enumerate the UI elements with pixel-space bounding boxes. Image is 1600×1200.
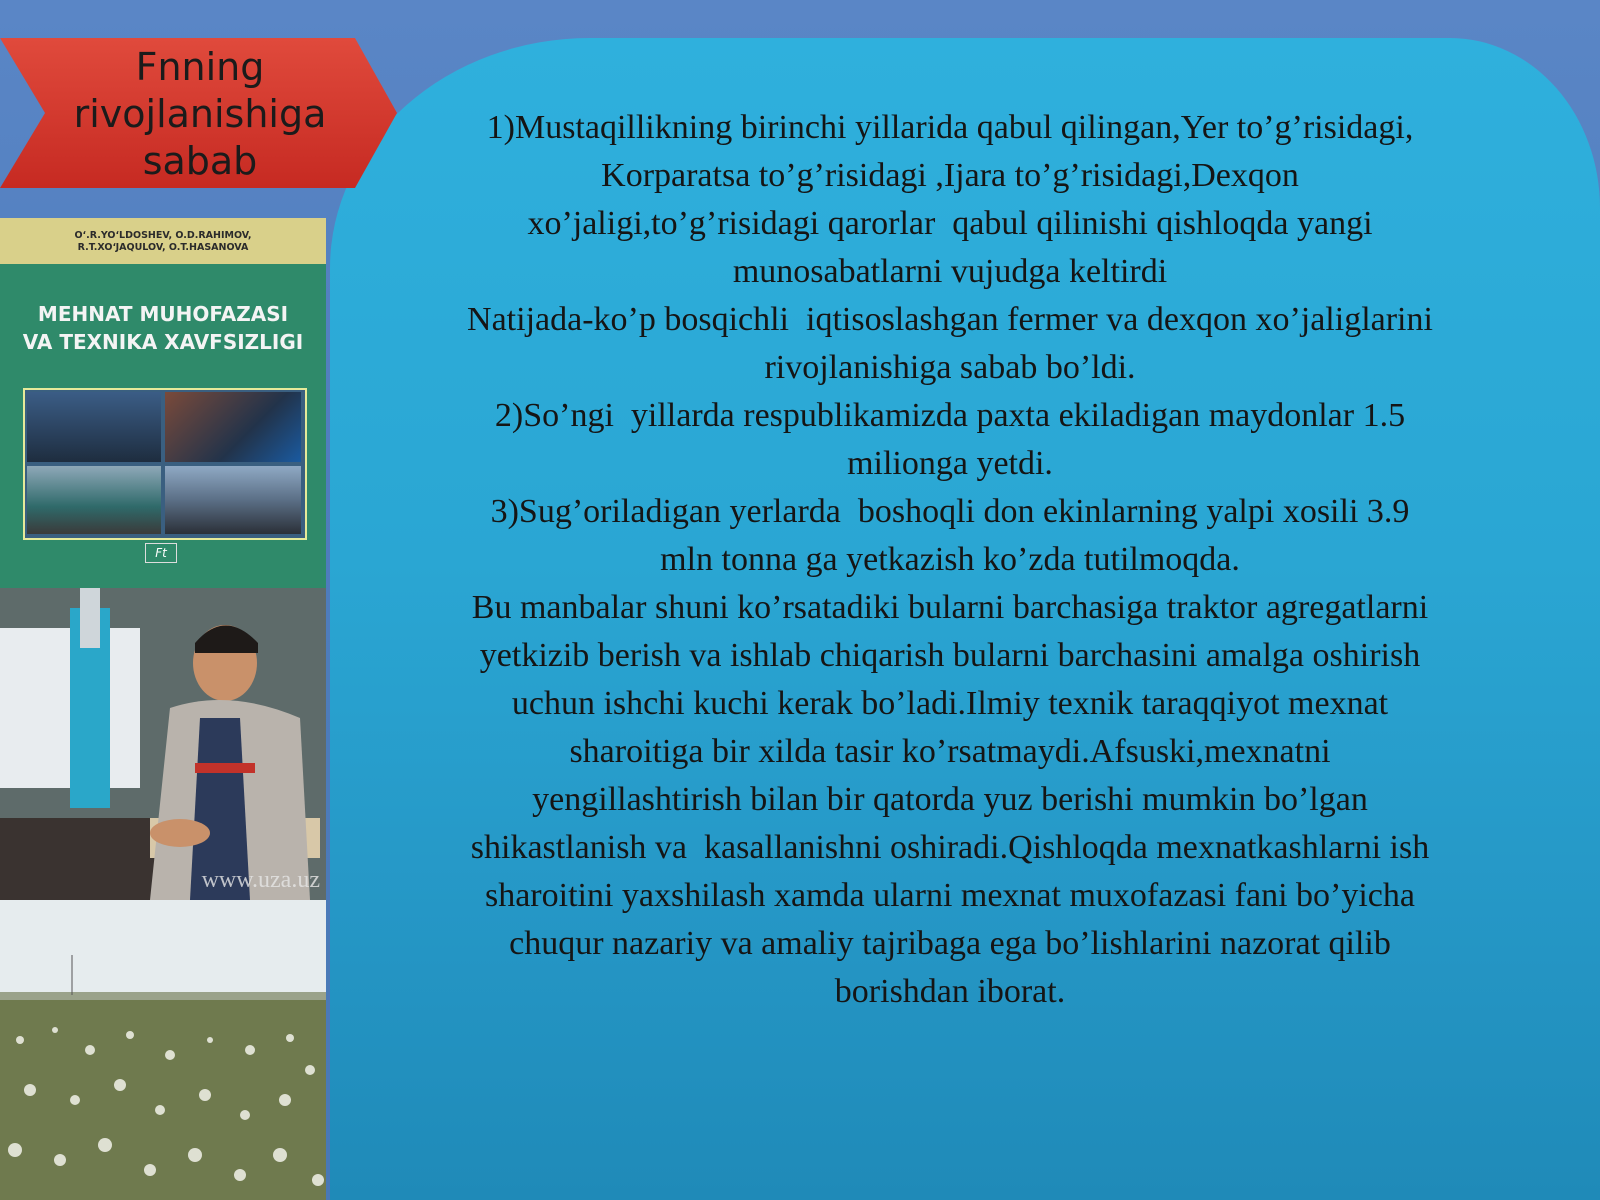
body-line: 3)Sug’oriladigan yerlarda boshoqli don ekinlarning yalpi xosili 3.9 — [490, 493, 1410, 530]
body-line: Natijada-ko’p bosqichli iqtisoslashgan fermer va dexqon xo’jaliglarini — [467, 301, 1433, 338]
body-line: xo’jaligi,to’g’risidagi qarorlar qabul qilinishi qishloqda yangi — [527, 205, 1373, 242]
body-line: yengillashtirish bilan bir qatorda yuz berishi mumkin bo’lgan — [532, 781, 1368, 818]
body-line: chuqur nazariy va amaliy tajribaga ega bo’lishlarini nazorat qilib — [509, 925, 1391, 962]
body-line: uchun ishchi kuchi kerak bo’ladi.Ilmiy texnik taraqqiyot mexnat — [511, 685, 1389, 722]
book-authors — [0, 218, 326, 264]
book-title-line: MEHNAT MUHOFAZASI — [37, 302, 289, 326]
book-title-line: VA TEXNIKA XAVFSIZLIGI — [22, 330, 304, 354]
body-line: yetkizib berish va ishlab chiqarish bularni barchasini amalga oshirish — [479, 637, 1421, 674]
worker-machine-photo — [0, 588, 326, 900]
publisher-logo: Ft — [145, 543, 177, 563]
body-line: sharoitiga bir xilda tasir ko’rsatmaydi.Afsuski,mexnatni — [569, 733, 1331, 770]
body-line: 1)Mustaqillikning birinchi yillarida qabul qilingan,Yer to’g’risidagi, — [486, 109, 1414, 146]
body-line: borishdan iborat. — [834, 973, 1066, 1010]
body-text — [370, 104, 1530, 1016]
body-line: rivojlanishiga sabab bo’ldi. — [764, 349, 1136, 386]
body-line: mln tonna ga yetkazish ko’zda tutilmoqda. — [660, 541, 1240, 578]
collage-photo — [27, 392, 161, 462]
body-line: 2)So’ngi yillarda respublikamizda paxta ekiladigan maydonlar 1.5 — [494, 397, 1406, 434]
body-line: sharoitini yaxshilash xamda ularni mexnat muxofazasi fani bo’yicha — [484, 877, 1415, 914]
heading-banner — [0, 38, 400, 188]
book-photo-collage — [23, 388, 307, 540]
book-authors-line: O‘.R.YO‘LDOSHEV, O.D.RAHIMOV, — [74, 230, 252, 241]
book-authors-line: R.T.XO‘JAQULOV, O.T.HASANOVA — [77, 242, 249, 253]
collage-photo — [27, 466, 161, 534]
body-line: Korparatsa to’g’risidagi ,Ijara to’g’risidagi,Dexqon — [601, 157, 1299, 194]
cotton-field-illustration — [0, 900, 326, 1200]
cotton-field-photo — [0, 900, 326, 1200]
body-line: shikastlanish va kasallanishni oshiradi.Qishloqda mexnatkashlarni ish — [470, 829, 1430, 866]
body-line: munosabatlarni vujudga keltirdi — [732, 253, 1168, 290]
photo-watermark: www.uza.uz — [201, 867, 320, 893]
worker-photo-illustration — [0, 588, 326, 900]
book-cover-image — [0, 218, 326, 588]
slide-heading: Fnning rivojlanishiga sabab — [73, 45, 327, 183]
collage-photo — [165, 392, 301, 462]
body-line: Bu manbalar shuni ko’rsatadiki bularni barchasiga traktor agregatlarni — [471, 589, 1429, 626]
book-title — [0, 300, 326, 356]
body-line: milionga yetdi. — [847, 445, 1053, 482]
collage-photo — [165, 466, 301, 534]
